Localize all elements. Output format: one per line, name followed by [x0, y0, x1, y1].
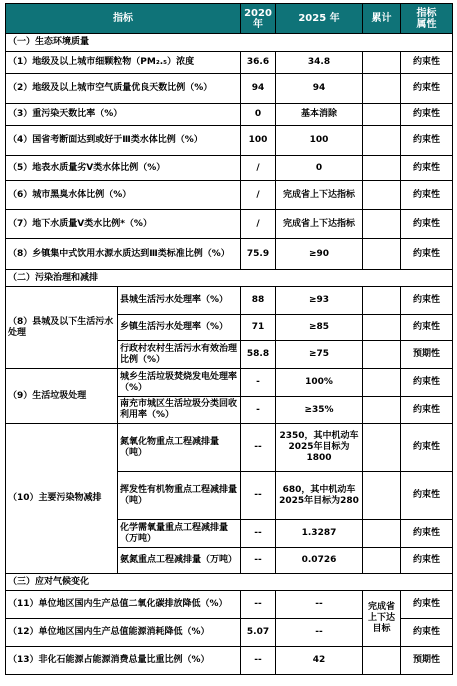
table-row	[6, 591, 453, 619]
row-2020: -	[241, 369, 276, 397]
table-row	[6, 239, 453, 270]
row-cumulative	[363, 156, 401, 181]
row-attribute: 约束性	[401, 181, 453, 210]
row-2025: 完成省上下达指标	[276, 210, 363, 239]
row-cumulative	[363, 647, 401, 675]
row-attribute: 约束性	[401, 156, 453, 181]
row-indicator: （4）国省考断面达到或好于Ⅲ类水体比例（%）	[6, 126, 241, 156]
row-indicator: （8）乡镇集中式饮用水源水质达到Ⅲ类标准比例（%）	[6, 239, 241, 270]
row-2020: 100	[241, 126, 276, 156]
table-row	[6, 424, 453, 472]
row-indicator: 化学需氧量重点工程减排量（万吨）	[118, 520, 241, 548]
row-attribute: 约束性	[401, 239, 453, 270]
row-attribute: 约束性	[401, 472, 453, 520]
row-attribute: 约束性	[401, 126, 453, 156]
row-cumulative: 完成省上下达目标	[363, 591, 401, 647]
row-indicator: （13）非化石能源占能源消费总量比重比例（%）	[6, 647, 241, 675]
header-attribute	[401, 4, 453, 34]
table-row	[6, 104, 453, 126]
table-row	[6, 647, 453, 675]
header-2020	[241, 4, 276, 34]
row-indicator: （11）单位地区国内生产总值二氧化碳排放降低（%）	[6, 591, 241, 619]
table-row	[6, 156, 453, 181]
header-2020-year: 2020	[244, 7, 272, 19]
row-cumulative	[363, 397, 401, 424]
row-2020: --	[241, 424, 276, 472]
row-cumulative	[363, 472, 401, 520]
row-attribute: 约束性	[401, 74, 453, 104]
row-2025: 100%	[276, 369, 363, 397]
row-indicator: （5）地表水质量劣Ⅴ类水体比例（%）	[6, 156, 241, 181]
row-2020: 58.8	[241, 341, 276, 369]
row-cumulative	[363, 369, 401, 397]
header-cumulative: 累计	[363, 4, 401, 34]
row-2025: 1.3287	[276, 520, 363, 548]
row-2025: 42	[276, 647, 363, 675]
row-indicator: 挥发性有机物重点工程减排量（吨）	[118, 472, 241, 520]
row-2025: --	[276, 619, 363, 647]
section-title: （二）污染治理和减排	[6, 270, 453, 287]
row-attribute: 约束性	[401, 591, 453, 619]
indicator-table	[5, 3, 453, 675]
row-attribute: 约束性	[401, 424, 453, 472]
header-2025: 2025 年	[276, 4, 363, 34]
row-2020: 5.07	[241, 619, 276, 647]
row-2025: 680，其中机动车2025年目标为280	[276, 472, 363, 520]
row-2025: 94	[276, 74, 363, 104]
group-label: （10）主要污染物减排	[6, 424, 118, 574]
row-indicator: 县城生活污水处理率（%）	[118, 287, 241, 315]
row-2020: 0	[241, 104, 276, 126]
row-2020: /	[241, 181, 276, 210]
group-label: （9）生活垃圾处理	[6, 369, 118, 424]
table-row	[6, 126, 453, 156]
row-2025: 0.0726	[276, 548, 363, 574]
row-cumulative	[363, 104, 401, 126]
row-2025: ≥35%	[276, 397, 363, 424]
row-2020: --	[241, 548, 276, 574]
row-attribute: 约束性	[401, 619, 453, 647]
row-attribute: 约束性	[401, 52, 453, 74]
row-indicator: 城乡生活垃圾焚烧发电处理率（%）	[118, 369, 241, 397]
row-indicator: 氮氧化物重点工程减排量（吨）	[118, 424, 241, 472]
row-2025: 完成省上下达指标	[276, 181, 363, 210]
row-attribute: 约束性	[401, 397, 453, 424]
row-2025: 100	[276, 126, 363, 156]
row-cumulative	[363, 74, 401, 104]
row-2025: ≥93	[276, 287, 363, 315]
section-row	[6, 34, 453, 52]
section-row	[6, 574, 453, 591]
group-label: （8）县城及以下生活污水处理	[6, 287, 118, 369]
row-2020: -	[241, 397, 276, 424]
row-2025: ≥85	[276, 315, 363, 341]
row-2020: 36.6	[241, 52, 276, 74]
row-cumulative	[363, 126, 401, 156]
row-cumulative	[363, 520, 401, 548]
row-cumulative	[363, 210, 401, 239]
row-attribute: 约束性	[401, 210, 453, 239]
header-attribute-line2: 属性	[416, 18, 437, 30]
row-2020: 71	[241, 315, 276, 341]
row-attribute: 约束性	[401, 520, 453, 548]
row-indicator: 行政村农村生活污水有效治理比例（%）	[118, 341, 241, 369]
row-indicator: 南充市城区生活垃圾分类回收利用率（%）	[118, 397, 241, 424]
row-indicator: （6）城市黑臭水体比例（%）	[6, 181, 241, 210]
row-cumulative	[363, 548, 401, 574]
row-cumulative	[363, 424, 401, 472]
row-2025: ≥90	[276, 239, 363, 270]
header-indicator: 指标	[6, 4, 241, 34]
section-row	[6, 270, 453, 287]
row-cumulative	[363, 52, 401, 74]
table-row	[6, 210, 453, 239]
table-row	[6, 369, 453, 397]
row-cumulative	[363, 239, 401, 270]
row-2020: --	[241, 591, 276, 619]
row-2025: 0	[276, 156, 363, 181]
table-row	[6, 181, 453, 210]
row-2025: --	[276, 591, 363, 619]
row-2020: 75.9	[241, 239, 276, 270]
row-attribute: 约束性	[401, 287, 453, 315]
header-attribute-line1: 指标	[416, 7, 437, 19]
row-indicator: （3）重污染天数比率（%）	[6, 104, 241, 126]
row-2020: 94	[241, 74, 276, 104]
row-attribute: 约束性	[401, 548, 453, 574]
row-cumulative	[363, 315, 401, 341]
table-row	[6, 74, 453, 104]
row-indicator: （7）地下水质量Ⅴ类水比例*（%）	[6, 210, 241, 239]
row-2020: --	[241, 647, 276, 675]
row-indicator: 乡镇生活污水处理率（%）	[118, 315, 241, 341]
section-title: （三）应对气候变化	[6, 574, 453, 591]
table-row	[6, 52, 453, 74]
row-cumulative	[363, 181, 401, 210]
row-cumulative	[363, 287, 401, 315]
row-attribute: 约束性	[401, 315, 453, 341]
row-indicator: 氨氮重点工程减排量（万吨）	[118, 548, 241, 574]
row-attribute: 约束性	[401, 369, 453, 397]
row-2020: --	[241, 472, 276, 520]
row-attribute: 预期性	[401, 647, 453, 675]
header-2020-unit: 年	[253, 18, 263, 30]
section-title: （一）生态环境质量	[6, 34, 453, 52]
row-indicator: （1）地级及以上城市细颗粒物（PM₂.₅）浓度	[6, 52, 241, 74]
row-cumulative	[363, 341, 401, 369]
row-2020: /	[241, 156, 276, 181]
row-2025: ≥75	[276, 341, 363, 369]
row-2025: 2350，其中机动车2025年目标为1800	[276, 424, 363, 472]
row-attribute: 预期性	[401, 341, 453, 369]
row-2020: --	[241, 520, 276, 548]
row-2025: 基本消除	[276, 104, 363, 126]
row-2025: 34.8	[276, 52, 363, 74]
header-row	[6, 4, 453, 34]
row-indicator: （2）地级及以上城市空气质量优良天数比例（%）	[6, 74, 241, 104]
row-2020: 88	[241, 287, 276, 315]
row-indicator: （12）单位地区国内生产总值能源消耗降低（%）	[6, 619, 241, 647]
row-2020: /	[241, 210, 276, 239]
row-attribute: 约束性	[401, 104, 453, 126]
table-row	[6, 287, 453, 315]
